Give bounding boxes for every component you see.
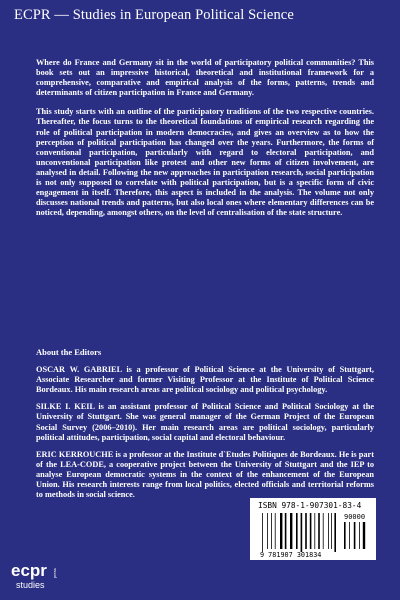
barcode-bar — [318, 513, 320, 549]
logo-subtext: studies — [16, 580, 45, 590]
about-editors — [36, 347, 374, 507]
barcode-bar — [328, 513, 329, 549]
editors-heading: About the Editors — [36, 347, 102, 357]
blurb-paragraph: Where do France and Germany sit in the world of participatory political communities? This book sets out an impressive historical, theoretical and institutional framework for a comprehensive, comparative and empirical analysis of the forms, patterns, trends and determinants of citizen participation in France and Germany. — [36, 58, 374, 98]
barcode-bar — [363, 522, 365, 549]
barcode-bar — [301, 513, 303, 552]
barcode-bar — [290, 513, 292, 549]
barcode-bar — [344, 522, 346, 549]
addon-digits: 90000 — [344, 513, 366, 521]
barcode-bar — [359, 522, 360, 549]
logo-wordmark: ecpr — [11, 561, 47, 580]
barcode-graphic — [256, 511, 372, 559]
logo-side-text: press — [52, 568, 57, 578]
barcode-bar — [262, 513, 263, 552]
ecpr-press-logo — [10, 556, 60, 598]
isbn-label: ISBN 978-1-907301-83-4 — [258, 501, 362, 510]
editor-bio: ERIC KERROUCHE is a professor at the Institute d`Etudes Politiques de Bordeaux. He is part of the LEA-CODE, a cooperative project between the University of Stuttgart and the IEP to analyse European democratic systems in the context of the enhancement of the European Union. His research interests range from local politics, elected officials and territorial reforms to methods in social science. — [36, 449, 374, 500]
addon-bars — [344, 522, 365, 549]
editor-bio: SILKE I. KEIL is an assistant professor of Political Science and Political Sociology at the University of Stuttgart. She was general manager of the German Project of the European Social Survey (2006–2010). Her main research areas are political sociology, particularly political attitudes, participation, social capital and electoral behaviour. — [36, 402, 374, 442]
barcode-bar — [267, 513, 268, 549]
barcode-bar — [331, 513, 332, 549]
blurb — [36, 58, 374, 227]
ean-digits: 9 781907 301834 — [260, 551, 322, 559]
barcode-bar — [285, 513, 287, 549]
barcode-bar — [334, 513, 336, 552]
barcode-bar — [349, 522, 350, 549]
barcode-box — [250, 498, 376, 560]
barcode-bar — [275, 513, 276, 549]
blurb-paragraph: This study starts with an outline of the participatory traditions of the two respective countries. Thereafter, the focus turns to the theoretical foundations of empirical research regarding the role of political participation in modern democracies, and gives an overview as to how the perception of political participation has changed over the years. Furthermore, the forms of conventional participation, particularly with regard to electoral participation, and unconventional participation like protest and other new forms of citizen involvement, are analysed in detail. Following the new approaches in participation research, social participation is not only supposed to correlate with political participation, but is a specific form of civic engagement in itself. Therefore, this aspect is included in the analysis. The volume not only discusses national trends and patterns, but also local ones where elementary differences can be noticed, depending, amongst others, on the level of centralisation of the state structure. — [36, 107, 374, 218]
ean-bars — [262, 513, 336, 552]
editor-bio: OSCAR W. GABRIEL is a professor of Political Science at the University of Stuttgart, Associate Researcher and former Visiting Professor at the Institute of Political Science Bordeaux. His main research areas are political sociology and political psychology. — [36, 365, 374, 395]
barcode-bar — [280, 513, 282, 549]
barcode-bar — [296, 513, 298, 549]
barcode-bar — [323, 513, 324, 549]
barcode-bar — [314, 513, 315, 549]
barcode-bar — [271, 513, 272, 549]
series-title: ECPR — Studies in European Political Science — [14, 7, 294, 23]
barcode-bar — [310, 513, 312, 549]
barcode-bar — [305, 513, 307, 549]
barcode-bar — [354, 522, 356, 549]
